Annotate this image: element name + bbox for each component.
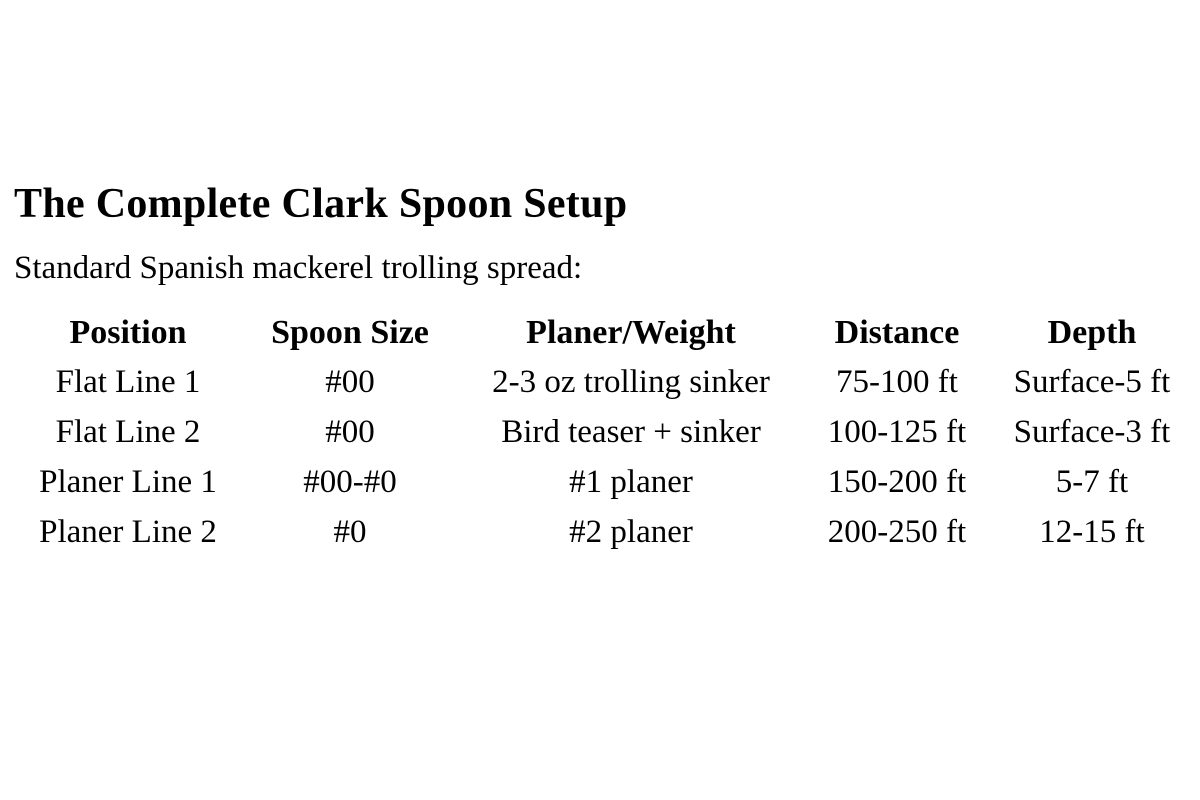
cell-planer-weight: Bird teaser + sinker (501, 414, 761, 450)
subtitle: Standard Spanish mackerel trolling spread: (14, 250, 583, 286)
cell-spoon-size: #00 (325, 364, 375, 400)
table-row (0, 464, 1200, 514)
header-distance: Distance (834, 314, 960, 351)
cell-depth: Surface-5 ft (1013, 364, 1171, 400)
table-header-row (0, 314, 1200, 364)
cell-position: Flat Line 2 (55, 414, 201, 450)
page-title: The Complete Clark Spoon Setup (14, 181, 628, 227)
cell-distance: 200-250 ft (827, 514, 967, 550)
cell-distance: 150-200 ft (827, 464, 967, 500)
header-depth: Depth (1047, 314, 1137, 351)
cell-planer-weight: #2 planer (569, 514, 693, 550)
cell-depth: Surface-3 ft (1013, 414, 1171, 450)
cell-position: Flat Line 1 (55, 364, 201, 400)
cell-distance: 75-100 ft (836, 364, 958, 400)
header-position: Position (69, 314, 187, 351)
cell-position: Planer Line 1 (39, 464, 217, 500)
cell-distance: 100-125 ft (827, 414, 967, 450)
cell-position: Planer Line 2 (39, 514, 217, 550)
header-planer-weight: Planer/Weight (526, 314, 736, 351)
table-row (0, 414, 1200, 464)
cell-depth: 12-15 ft (1039, 514, 1145, 550)
header-spoon-size: Spoon Size (271, 314, 429, 351)
cell-planer-weight: 2-3 oz trolling sinker (492, 364, 770, 400)
cell-spoon-size: #00 (325, 414, 375, 450)
cell-spoon-size: #0 (333, 514, 367, 550)
cell-depth: 5-7 ft (1055, 464, 1129, 500)
cell-spoon-size: #00-#0 (303, 464, 397, 500)
table-row (0, 514, 1200, 564)
cell-planer-weight: #1 planer (569, 464, 693, 500)
table-row (0, 364, 1200, 414)
